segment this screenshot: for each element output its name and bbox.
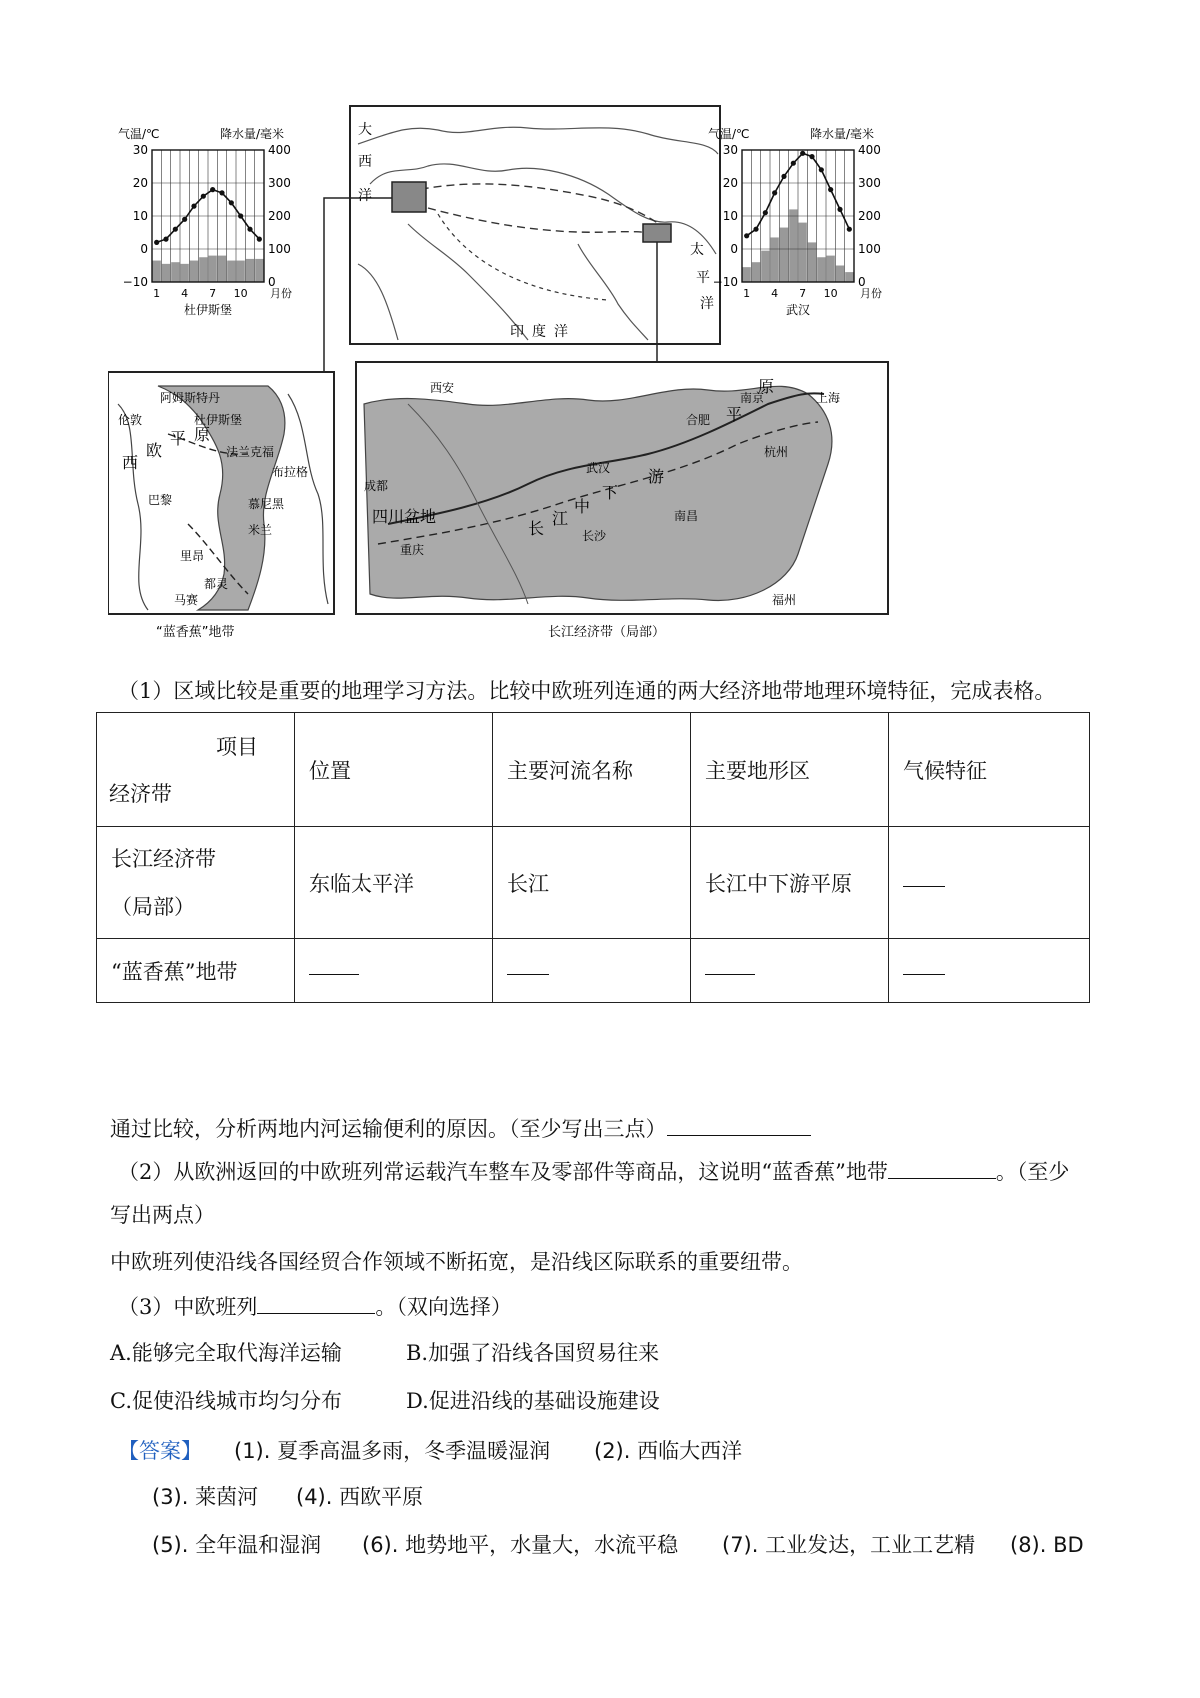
month-tick-label: 月份 xyxy=(270,287,292,300)
header-landform: 主要地形区 xyxy=(691,713,889,827)
precip-bar xyxy=(799,223,807,282)
map-label: 西 xyxy=(358,154,372,170)
precip-bar xyxy=(780,228,788,282)
month-tick-label: 7 xyxy=(799,287,807,300)
answer-blank[interactable] xyxy=(257,1312,375,1314)
temperature-point xyxy=(238,213,243,218)
temp-tick-label: 10 xyxy=(722,209,738,223)
temperature-point xyxy=(229,200,234,205)
temperature-point xyxy=(763,210,768,215)
map-label: 原 xyxy=(194,425,211,444)
corner-bottom-label: 经济带 xyxy=(109,782,172,806)
temp-tick-label: 30 xyxy=(722,143,738,157)
q3-line xyxy=(118,1292,512,1322)
map-label: 都灵 xyxy=(204,577,229,591)
answer-item-1: (1). 夏季高温多雨，冬季温暖湿润 xyxy=(234,1439,551,1463)
precip-bar xyxy=(153,261,161,282)
temp-tick-label: 10 xyxy=(132,209,148,223)
map-label: 洋 xyxy=(554,324,568,340)
map-label: 西 xyxy=(122,453,139,472)
table-row xyxy=(97,939,1090,1003)
temperature-point xyxy=(847,227,852,232)
q1-follow-text: 通过比较，分析两地内河运输便利的原因。（至少写出三点） xyxy=(110,1117,667,1141)
option-b[interactable]: B.加强了沿线各国贸易往来 xyxy=(406,1341,660,1365)
q3-text-end: 。（双向选择） xyxy=(375,1295,512,1319)
europe-map xyxy=(108,372,334,640)
precip-bar xyxy=(246,259,254,282)
precip-bar xyxy=(743,267,751,282)
map-label: 长沙 xyxy=(582,529,607,543)
rain-tick-label: 200 xyxy=(268,209,291,223)
precip-bar xyxy=(808,242,816,282)
temp-tick-label: 30 xyxy=(132,143,148,157)
comparison-table xyxy=(96,712,1090,1003)
city-label: 杜伊斯堡 xyxy=(183,303,233,317)
climate-chart-duisburg xyxy=(118,126,292,317)
map-label: 四川盆地 xyxy=(372,507,437,526)
map-label: 马赛 xyxy=(174,593,199,607)
precip-bar xyxy=(162,264,170,282)
map-label: 江 xyxy=(552,509,569,528)
header-river: 主要河流名称 xyxy=(493,713,691,827)
map-label: 伦敦 xyxy=(118,413,143,427)
rain-tick-label: 0 xyxy=(268,275,276,289)
answer-item-2: (2). 西临大西洋 xyxy=(594,1439,743,1463)
temp-tick-label: 0 xyxy=(730,242,738,256)
option-c[interactable]: C.促使沿线城市均匀分布 xyxy=(110,1389,342,1413)
temperature-point xyxy=(791,161,796,166)
corner-top-label: 项目 xyxy=(216,735,258,759)
map-label: 平 xyxy=(170,429,187,448)
precip-bar xyxy=(752,262,760,282)
temperature-point xyxy=(772,190,777,195)
header-position: 位置 xyxy=(295,713,493,827)
temp-tick-label: 20 xyxy=(132,176,148,190)
temperature-point xyxy=(257,237,262,242)
precip-bar xyxy=(199,257,207,282)
row-label-yangtze xyxy=(97,827,295,939)
precip-bar xyxy=(218,256,226,282)
precip-bar xyxy=(181,264,189,282)
figure-maps xyxy=(108,104,908,644)
option-d[interactable]: D.促进沿线的基础设施建设 xyxy=(406,1389,660,1413)
map-label: 下 xyxy=(602,483,619,502)
temp-tick-label: −10 xyxy=(712,275,738,289)
temperature-point xyxy=(753,227,758,232)
q2-text: （2）从欧洲返回的中欧班列常运载汽车整车及零部件等商品，这说明“蓝香蕉”地带 xyxy=(118,1160,888,1184)
cell-position: 东临太平洋 xyxy=(295,827,493,939)
table-corner-cell xyxy=(97,713,295,827)
answer-blank[interactable] xyxy=(507,970,549,975)
temperature-point xyxy=(154,240,159,245)
answer-blank[interactable] xyxy=(667,1134,811,1136)
map-label: 中 xyxy=(574,497,591,516)
context-text: 中欧班列使沿线各国经贸合作领域不断拓宽，是沿线区际联系的重要纽带。 xyxy=(110,1250,803,1274)
precip-bar xyxy=(845,272,853,282)
china-map xyxy=(356,362,888,640)
cell-climate-blank[interactable] xyxy=(889,939,1090,1003)
month-tick-label: 7 xyxy=(209,287,217,300)
map-label: 巴黎 xyxy=(148,493,173,507)
map-label: 福州 xyxy=(772,593,797,607)
q2-line2: 写出两点） xyxy=(110,1203,215,1227)
answer-blank[interactable] xyxy=(309,970,359,975)
map-label: 法兰克福 xyxy=(226,445,275,459)
month-tick-label: 月份 xyxy=(860,287,882,300)
answer-item-7: (7). 工业发达，工业工艺精 xyxy=(722,1533,976,1557)
cell-river: 长江 xyxy=(493,827,691,939)
temperature-point xyxy=(800,151,805,156)
map-label: 洋 xyxy=(700,296,714,312)
temperature-point xyxy=(182,217,187,222)
map-label: 平 xyxy=(696,270,710,286)
cell-river-blank[interactable] xyxy=(493,939,691,1003)
precip-bar xyxy=(836,266,844,283)
climate-chart-wuhan xyxy=(708,126,882,317)
precip-bar xyxy=(171,262,179,282)
map-label: 欧 xyxy=(146,441,163,460)
temp-tick-label: 20 xyxy=(722,176,738,190)
map-label: 成都 xyxy=(364,479,389,493)
europe-map-caption: “蓝香蕉”地带 xyxy=(156,625,235,640)
map-label: 原 xyxy=(758,377,775,396)
map-label: 慕尼黑 xyxy=(248,497,285,511)
answer-item-4: (4). 西欧平原 xyxy=(296,1485,424,1509)
temperature-point xyxy=(744,233,749,238)
rain-tick-label: 300 xyxy=(268,176,291,190)
answer-blank[interactable] xyxy=(888,1177,996,1179)
precip-bar xyxy=(761,251,769,282)
map-label: 平 xyxy=(726,405,743,424)
precip-bar xyxy=(190,261,198,282)
cell-climate-blank[interactable] xyxy=(889,827,1090,939)
cell-landform-blank[interactable] xyxy=(691,939,889,1003)
row-label-line: （局部） xyxy=(111,894,195,919)
map-label: 西安 xyxy=(430,381,455,395)
temperature-point xyxy=(210,187,215,192)
month-tick-label: 10 xyxy=(823,287,838,300)
map-label: 重庆 xyxy=(400,543,425,557)
cell-position-blank[interactable] xyxy=(295,939,493,1003)
map-label: 长 xyxy=(528,519,545,538)
map-label: 武汉 xyxy=(586,461,611,475)
y-axis-title: 气温/℃ xyxy=(118,127,160,141)
rain-tick-label: 0 xyxy=(858,275,866,289)
y-axis-title: 气温/℃ xyxy=(708,127,750,141)
temperature-point xyxy=(781,174,786,179)
month-tick-label: 10 xyxy=(233,287,248,300)
map-label: 游 xyxy=(648,467,665,486)
precip-bar xyxy=(209,256,217,282)
temperature-point xyxy=(201,194,206,199)
precip-bar xyxy=(237,261,245,282)
map-label: 杭州 xyxy=(764,445,789,459)
answer-item-3: (3). 莱茵河 xyxy=(152,1485,259,1509)
rain-tick-label: 300 xyxy=(858,176,881,190)
rain-tick-label: 400 xyxy=(858,143,881,157)
q1-text: （1）区域比较是重要的地理学习方法。比较中欧班列连通的两大经济地带地理环境特征，完成表格。 xyxy=(118,679,1056,703)
month-tick-label: 1 xyxy=(153,287,161,300)
temperature-point xyxy=(819,167,824,172)
month-tick-label: 4 xyxy=(771,287,779,300)
map-label: 南京 xyxy=(740,391,765,405)
answer-blank[interactable] xyxy=(705,970,755,975)
city-label: 武汉 xyxy=(785,303,811,317)
temperature-point xyxy=(809,154,814,159)
row-label-line: 长江经济带 xyxy=(111,846,216,871)
temperature-point xyxy=(173,227,178,232)
answer-item-8: (8). BD xyxy=(1010,1533,1084,1557)
option-a[interactable]: A.能够完全取代海洋运输 xyxy=(110,1341,342,1365)
precip-bar xyxy=(227,261,235,282)
map-label: 布拉格 xyxy=(272,465,309,479)
precip-bar xyxy=(255,259,263,282)
temperature-point xyxy=(219,190,224,195)
map-label: 大 xyxy=(358,122,372,138)
row-label-blue-banana: “蓝香蕉”地带 xyxy=(97,939,295,1003)
map-label: 杜伊斯堡 xyxy=(194,413,243,427)
world-map xyxy=(350,106,720,344)
map-label: 度 xyxy=(532,324,546,340)
map-label: 米兰 xyxy=(248,523,273,537)
temp-tick-label: 0 xyxy=(140,242,148,256)
map-label: 上海 xyxy=(816,391,841,405)
q1-follow xyxy=(110,1114,811,1144)
map-label: 阿姆斯特丹 xyxy=(160,391,221,405)
table-row xyxy=(97,827,1090,939)
q2-line1 xyxy=(118,1157,1069,1187)
rain-tick-label: 200 xyxy=(858,209,881,223)
map-label: 合肥 xyxy=(686,413,711,427)
temperature-point xyxy=(247,227,252,232)
temp-tick-label: −10 xyxy=(122,275,148,289)
month-tick-label: 1 xyxy=(743,287,751,300)
precip-bar xyxy=(817,257,825,282)
temperature-point xyxy=(163,237,168,242)
map-label: 洋 xyxy=(358,188,372,204)
month-tick-label: 4 xyxy=(181,287,189,300)
temperature-point xyxy=(828,187,833,192)
answer-blank[interactable] xyxy=(903,882,945,887)
q3-text: （3）中欧班列 xyxy=(118,1295,258,1319)
map-label: 南昌 xyxy=(674,509,699,523)
precip-bar xyxy=(827,256,835,282)
map-label: 印 xyxy=(510,324,524,340)
rain-tick-label: 100 xyxy=(858,242,881,256)
answer-item-6: (6). 地势地平，水量大，水流平稳 xyxy=(362,1533,679,1557)
answer-blank[interactable] xyxy=(903,970,945,975)
q2-text-end: 。（至少 xyxy=(995,1160,1070,1184)
map-label: 太 xyxy=(690,242,704,258)
temperature-point xyxy=(191,204,196,209)
map-label: 里昂 xyxy=(180,549,205,563)
precip-bar xyxy=(789,209,797,282)
header-climate: 气候特征 xyxy=(889,713,1090,827)
rain-tick-label: 400 xyxy=(268,143,291,157)
answer-item-5: (5). 全年温和湿润 xyxy=(152,1533,322,1557)
rain-tick-label: 100 xyxy=(268,242,291,256)
table-header-row xyxy=(97,713,1090,827)
y2-axis-title: 降水量/毫米 xyxy=(220,127,285,141)
answer-label: 【答案】 xyxy=(118,1439,202,1463)
precip-bar xyxy=(771,237,779,282)
china-map-caption: 长江经济带（局部） xyxy=(548,625,666,640)
map-figure-svg xyxy=(108,104,908,644)
y2-axis-title: 降水量/毫米 xyxy=(810,127,875,141)
temperature-point xyxy=(837,207,842,212)
cell-landform: 长江中下游平原 xyxy=(691,827,889,939)
